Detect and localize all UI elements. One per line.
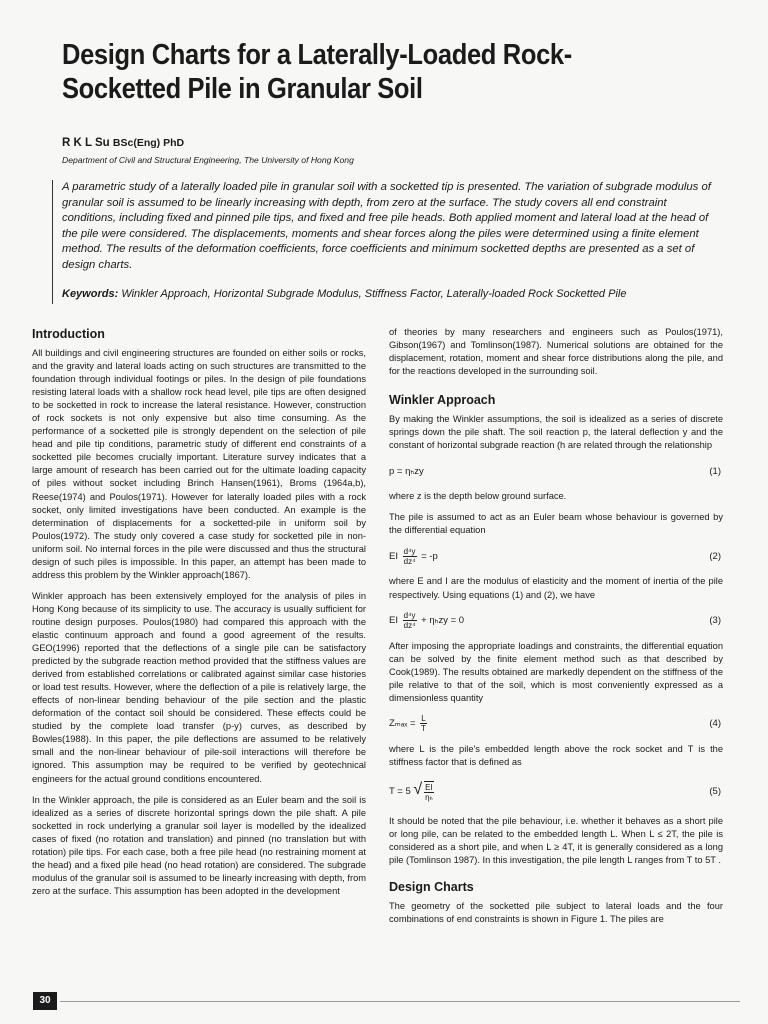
equation-lhs: T = 5	[389, 786, 411, 798]
paragraph: of theories by many researchers and engineers such as Poulos(1971), Gibson(1967) and Tomlinson(1987). Numerical solutions are obtained for the displacement, rotation, moment and shear force distributions along the pile, and for the reactions developed in the surrounding soil.	[389, 327, 723, 377]
equation-number: (3)	[709, 615, 721, 627]
equation-lhs: EI	[389, 550, 398, 562]
denominator: dz⁴	[403, 621, 416, 631]
abstract: A parametric study of a laterally loaded pile in granular soil with a socketted tip is presented. The variation of subgrade modulus of granular soil is assumed to be linearly increasing with depth, from zero at the surface. The study covers all end constraint conditions, including fixed and pinned pile tips, and fixed and free pile heads. Both applied moment and lateral load at the head of the pile were considered. The displacements, moments and shear forces along the piles were determined using a finite element method. The results of the deformation coefficients, force coefficients and minimum socketted depths are presented as a set of design charts.	[62, 181, 711, 271]
author-degrees: BSc(Eng) PhD	[112, 137, 185, 149]
radical-sign: √	[413, 781, 423, 799]
fraction	[420, 714, 426, 733]
fraction	[424, 781, 434, 802]
paragraph: where E and I are the modulus of elasticity and the moment of inertia of the pile respectively. Using equations (1) and (2), we have	[389, 576, 723, 600]
section-heading-introduction: Introduction	[32, 327, 105, 341]
denominator: ηₕ	[425, 793, 433, 803]
equation-body	[389, 781, 436, 802]
paragraph: where z is the depth below ground surface.	[389, 491, 567, 502]
keywords-text: Winkler Approach, Horizontal Subgrade Modulus, Stiffness Factor, Laterally-loaded Rock Socketted Pile	[121, 288, 627, 300]
fraction	[403, 547, 417, 566]
equation-1	[389, 460, 723, 482]
author-line	[62, 137, 184, 149]
right-column	[389, 326, 723, 934]
author-name: R K L Su	[62, 137, 110, 149]
equation-lhs: Zₘₐₓ =	[389, 718, 416, 730]
equation-body	[389, 714, 429, 733]
paragraph: where L is the pile's embedded length above the rock socket and T is the stiffness factor that is defined as	[389, 743, 723, 767]
numerator: d⁴y	[403, 546, 416, 556]
equation-rhs: + ηₕzy = 0	[421, 615, 465, 627]
equation-2	[389, 545, 723, 567]
numerator: EI	[425, 783, 433, 793]
denominator: dz⁴	[403, 556, 416, 566]
equation-number: (2)	[709, 550, 721, 562]
abstract-rule	[52, 180, 53, 304]
section-heading-design-charts: Design Charts	[389, 880, 474, 895]
paragraph: By making the Winkler assumptions, the soil is idealized as a series of discrete springs down the pile shaft. The soil reaction p, the lateral deflection y and the constant of horizontal subgrade reaction (h are related through the relationship	[389, 414, 723, 451]
paper-title: Design Charts for a Laterally-Loaded Rock-Socketted Pile in Granular Soil	[62, 39, 572, 105]
equation-body	[389, 547, 438, 566]
paragraph: The pile is assumed to act as an Euler beam whose behaviour is governed by the differential equation	[389, 512, 723, 536]
footer-rule	[60, 1001, 740, 1002]
paragraph: Winkler approach has been extensively employed for the analysis of piles in Hong Kong because of its simplicity to use. The accuracy is usually sufficient for routine design purposes. Poulos(1980) had compared this approach with the elastic continuum approach and found a good agreement of the results. GEO(1996) reported that the deflections of a single pile can be satisfactory predicted by the subgrade reaction method provided that the stiffness values are derived from established correlations or calibrated against similar case histories or load test results. However, where the deflection of a pile is relatively large, the effects of non-linear bending behaviour of the pile section and the plastic deformation of the contact soil should be considered. These effects could be studied by the complete load transfer (p-y) curves, as described by Bowles(1988). In this paper, the pile deflections are assumed to be relatively small and the non-linear behaviour of pile-soil interactions will therefore be ignored. This assumption may be required to be verified by geotechnical engineers for the actual ground conditions encountered.	[32, 590, 366, 784]
page-number: 30	[33, 992, 57, 1010]
equation-4	[389, 713, 723, 735]
paragraph: After imposing the appropriate loadings and constraints, the differential equation can be solved by the finite element method such as that described by Cook(1989). The results obtained are markedly dependent on the stiffness of the pile relative to that of the soil, which is most conveniently expressed as a dimensionless quantity	[389, 640, 723, 703]
numerator: L	[421, 714, 426, 724]
equation-5	[389, 777, 723, 807]
equation-number: (4)	[709, 718, 721, 730]
paragraph: The geometry of the socketted pile subject to lateral loads and the four combinations of end constraints is shown in Figure 1. The piles are	[389, 901, 723, 925]
equation-body: p = ηₕzy	[389, 465, 424, 477]
equation-rhs: = -p	[421, 550, 438, 562]
equation-body	[389, 611, 464, 630]
paragraph: It should be noted that the pile behaviour, i.e. whether it behaves as a short pile or long pile, can be related to the embedded length L. When L ≤ 2T, the pile is considered as a short pile, and when L ≥ 4T, it is generally considered as a long pile (Tomlinson 1987). In this investigation, the pile length L ranges from T to 5T .	[389, 815, 723, 866]
equation-lhs: EI	[389, 615, 398, 627]
paragraph: In the Winkler approach, the pile is considered as an Euler beam and the soil is idealized as a series of discrete horizontal springs down the pile shaft. A pile socketted in rock underlying a granular soil layer is modelled by the idealized cases of fixed (no rotation and translation) and pinned (no translation but with rotation) pile tips. For each case, both a free pile head (no restraining moment at the head) and a fixed pile head (no head rotation) are considered. The subgrade modulus of the granular soil is assumed to be linearly increasing with depth, from zero at the surface. This assumption has been adopted in the development	[32, 794, 366, 896]
numerator: d⁴y	[403, 611, 416, 621]
fraction	[403, 611, 417, 630]
left-column	[32, 326, 366, 906]
keywords-line	[62, 288, 712, 300]
section-heading-winkler: Winkler Approach	[389, 393, 496, 408]
paragraph: All buildings and civil engineering structures are founded on either soils or rocks, and the gravity and lateral loads acting on such structures are transmitted to the foundation through individual footings or piles. In the design of pile foundations resisting lateral loads with a shallow rock head level, pile tips are often designed to be socketted in rock to increase the lateral resistance. However, construction of rock sockets is not only expensive but also time consuming. As the performance of a socketted pile is strongly dependent on the selection of pile head and pile tip conditions, parametric study of different end constraints of a socketted pile becomes crucially important. Literature survey indicates that a large amount of research has been carried out for the ultimate loading capacity of piles without socket including Brinch Hansen(1961), Broms (1964a,b), Reese(1974) and Poulos(1971). However for laterally loaded piles with a rock socket, only limited investigations have been conducted. An example is the determination of displacements for a socketted-pile in uniform soil by Poulos(1972). The study only covered a case study for socketted pile in non-uniform soil. No internal forces in the pile were discussed and thus the structural design of such piles is impossible. In this paper, an attempt has been made to address this problem by the Winkler approach(1867).	[32, 348, 366, 580]
equation-3	[389, 610, 723, 632]
affiliation: Department of Civil and Structural Engineering, The University of Hong Kong	[62, 155, 354, 165]
keywords-label: Keywords:	[62, 288, 119, 300]
equation-number: (5)	[709, 786, 721, 798]
equation-number: (1)	[709, 465, 721, 477]
denominator: T	[420, 724, 426, 734]
